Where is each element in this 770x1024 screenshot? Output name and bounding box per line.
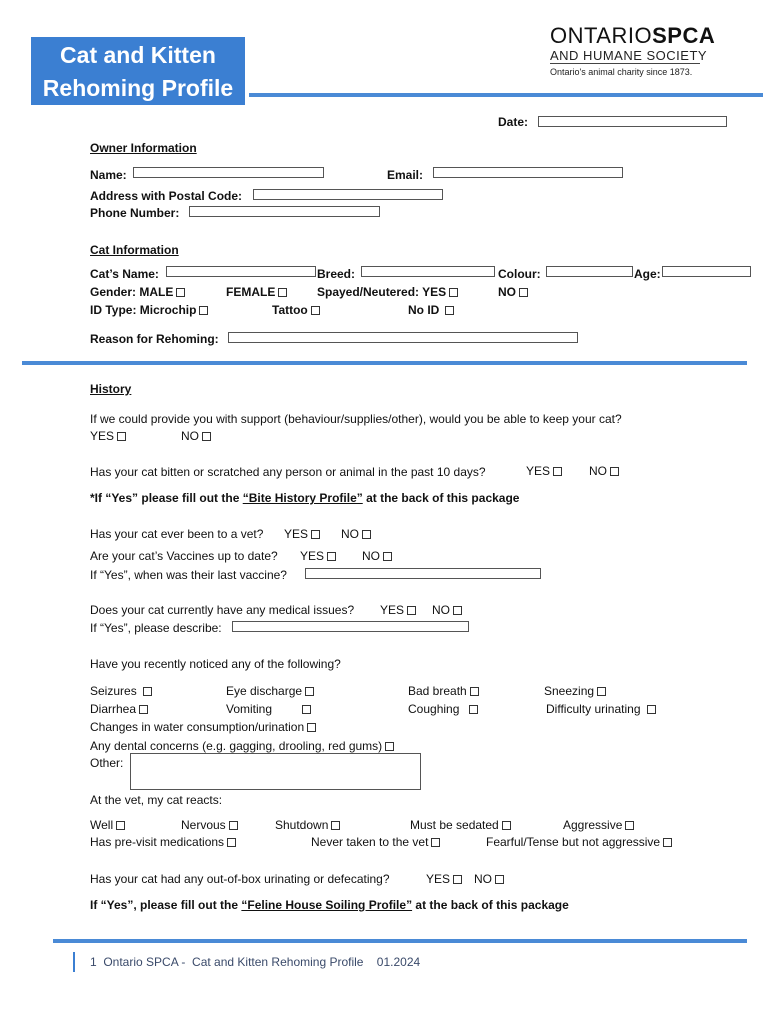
checkbox-icon[interactable] — [311, 306, 320, 315]
spayed-yes-option[interactable]: Spayed/Neutered: YES — [317, 285, 458, 299]
id-none-option[interactable]: No ID — [408, 303, 454, 317]
checkbox-icon[interactable] — [453, 606, 462, 615]
support-yes-option[interactable]: YES — [90, 429, 126, 443]
name-field[interactable] — [133, 167, 324, 178]
react-aggressive[interactable]: Aggressive — [563, 818, 634, 832]
last-vaccine-field[interactable] — [305, 568, 541, 579]
email-label: Email: — [387, 168, 424, 182]
react-fearful[interactable]: Fearful/Tense but not aggressive — [486, 835, 672, 849]
age-field[interactable] — [662, 266, 751, 277]
phone-label: Phone Number: — [90, 206, 180, 220]
checkbox-icon[interactable] — [469, 705, 478, 714]
phone-field[interactable] — [189, 206, 380, 217]
title-banner — [31, 37, 245, 105]
bitten-question: Has your cat bitten or scratched any person or animal in the past 10 days? — [90, 465, 486, 479]
title-line-1: Cat and Kitten — [60, 42, 216, 68]
colour-label: Colour: — [498, 267, 541, 281]
react-nervous[interactable]: Nervous — [181, 818, 238, 832]
symptom-difficulty-urinating[interactable]: Difficulty urinating — [546, 702, 656, 716]
house-soiling-link[interactable]: “Feline House Soiling Profile” — [241, 898, 413, 912]
last-vaccine-label: If “Yes”, when was their last vaccine? — [90, 568, 287, 582]
vaccines-question: Are your cat’s Vaccines up to date? — [90, 549, 278, 563]
symptom-sneezing[interactable]: Sneezing — [544, 684, 606, 698]
symptom-vomiting[interactable]: Vomiting — [226, 702, 311, 716]
checkbox-icon[interactable] — [610, 467, 619, 476]
checkbox-icon[interactable] — [117, 432, 126, 441]
section-rule — [22, 361, 747, 365]
describe-field[interactable] — [232, 621, 469, 632]
vet-no-option[interactable]: NO — [341, 527, 371, 541]
checkbox-icon[interactable] — [385, 742, 394, 751]
footer-rule — [53, 939, 747, 943]
medical-no-option[interactable]: NO — [432, 603, 462, 617]
support-no-option[interactable]: NO — [181, 429, 211, 443]
react-well[interactable]: Well — [90, 818, 125, 832]
date-label: Date: — [498, 115, 529, 129]
bite-history-link[interactable]: “Bite History Profile” — [242, 491, 363, 505]
checkbox-icon[interactable] — [663, 838, 672, 847]
spayed-no-option[interactable]: NO — [498, 285, 528, 299]
symptom-eye-discharge[interactable]: Eye discharge — [226, 684, 314, 698]
checkbox-icon[interactable] — [116, 821, 125, 830]
checkbox-icon[interactable] — [502, 821, 511, 830]
email-field[interactable] — [433, 167, 623, 178]
symptom-bad-breath[interactable]: Bad breath — [408, 684, 479, 698]
symptom-seizures[interactable]: Seizures — [90, 684, 152, 698]
gender-male-option[interactable]: Gender: MALE — [90, 285, 185, 299]
reason-field[interactable] — [228, 332, 578, 343]
age-label: Age: — [634, 267, 661, 281]
other-field[interactable] — [130, 753, 421, 790]
checkbox-icon[interactable] — [431, 838, 440, 847]
logo: ONTARIOSPCA — [550, 23, 716, 48]
checkbox-icon[interactable] — [327, 552, 336, 561]
logo-tagline: Ontario's animal charity since 1873. — [550, 67, 693, 77]
react-previsit[interactable]: Has pre-visit medications — [90, 835, 236, 849]
owner-heading: Owner Information — [90, 141, 197, 155]
colour-field[interactable] — [546, 266, 633, 277]
checkbox-icon[interactable] — [227, 838, 236, 847]
soiling-note: If “Yes”, please fill out the “Feline House Soiling Profile” at the back of this package — [90, 898, 569, 912]
bitten-yes-option[interactable]: YES — [526, 464, 562, 478]
cat-heading: Cat Information — [90, 243, 179, 257]
vaccines-no-option[interactable]: NO — [362, 549, 392, 563]
address-label: Address with Postal Code: — [90, 189, 243, 203]
checkbox-icon[interactable] — [139, 705, 148, 714]
checkbox-icon[interactable] — [305, 687, 314, 696]
footer-text: 1 Ontario SPCA - Cat and Kitten Rehoming Profile 01.2024 — [90, 955, 421, 969]
checkbox-icon[interactable] — [553, 467, 562, 476]
checkbox-icon[interactable] — [625, 821, 634, 830]
checkbox-icon[interactable] — [307, 723, 316, 732]
checkbox-icon[interactable] — [597, 687, 606, 696]
checkbox-icon[interactable] — [202, 432, 211, 441]
react-sedated[interactable]: Must be sedated — [410, 818, 511, 832]
checkbox-icon[interactable] — [470, 687, 479, 696]
checkbox-icon[interactable] — [176, 288, 185, 297]
checkbox-icon[interactable] — [229, 821, 238, 830]
reason-label: Reason for Rehoming: — [90, 332, 219, 346]
checkbox-icon[interactable] — [362, 530, 371, 539]
gender-female-option[interactable]: FEMALE — [226, 285, 287, 299]
medical-question: Does your cat currently have any medical issues? — [90, 603, 355, 617]
vaccines-yes-option[interactable]: YES — [300, 549, 336, 563]
footer-bar — [73, 952, 75, 972]
id-tattoo-option[interactable]: Tattoo — [272, 303, 320, 317]
history-heading: History — [90, 382, 132, 396]
name-label: Name: — [90, 168, 127, 182]
checkbox-icon[interactable] — [331, 821, 340, 830]
breed-field[interactable] — [361, 266, 495, 277]
checkbox-icon[interactable] — [647, 705, 656, 714]
bitten-no-option[interactable]: NO — [589, 464, 619, 478]
checkbox-icon[interactable] — [302, 705, 311, 714]
checkbox-icon[interactable] — [407, 606, 416, 615]
medical-yes-option[interactable]: YES — [380, 603, 416, 617]
checkbox-icon[interactable] — [453, 875, 462, 884]
checkbox-icon[interactable] — [143, 687, 152, 696]
cat-name-label: Cat’s Name: — [90, 267, 159, 281]
symptom-water[interactable]: Changes in water consumption/urination — [90, 720, 316, 734]
date-field[interactable] — [538, 116, 727, 127]
cat-name-field[interactable] — [166, 266, 316, 277]
react-never[interactable]: Never taken to the vet — [311, 835, 440, 849]
soiling-question: Has your cat had any out-of-box urinating or defecating? — [90, 872, 390, 886]
title-line-2: Rehoming Profile — [42, 75, 234, 101]
bite-note: *If “Yes” please fill out the “Bite History Profile” at the back of this package — [90, 491, 520, 505]
soiling-no-option[interactable]: NO — [474, 872, 504, 886]
checkbox-icon[interactable] — [278, 288, 287, 297]
support-question: If we could provide you with support (behaviour/supplies/other), would you be able to keep your cat? — [90, 412, 622, 426]
describe-label: If “Yes”, please describe: — [90, 621, 222, 635]
other-label: Other: — [90, 756, 124, 770]
checkbox-icon[interactable] — [445, 306, 454, 315]
symptom-dental[interactable]: Any dental concerns (e.g. gagging, drooling, red gums) — [90, 739, 394, 753]
logo-subtitle: AND HUMANE SOCIETY — [550, 48, 708, 63]
header-rule — [249, 93, 763, 97]
vet-question: Has your cat ever been to a vet? — [90, 527, 264, 541]
symptom-diarrhea[interactable]: Diarrhea — [90, 702, 148, 716]
logo-divider — [550, 63, 700, 64]
vet-yes-option[interactable]: YES — [284, 527, 320, 541]
checkbox-icon[interactable] — [383, 552, 392, 561]
checkbox-icon[interactable] — [199, 306, 208, 315]
soiling-yes-option[interactable]: YES — [426, 872, 462, 886]
id-microchip-option[interactable]: ID Type: Microchip — [90, 303, 208, 317]
breed-label: Breed: — [317, 267, 356, 281]
address-field[interactable] — [253, 189, 443, 200]
symptom-coughing[interactable]: Coughing — [408, 702, 478, 716]
checkbox-icon[interactable] — [449, 288, 458, 297]
checkbox-icon[interactable] — [311, 530, 320, 539]
react-shutdown[interactable]: Shutdown — [275, 818, 340, 832]
vet-reacts-label: At the vet, my cat reacts: — [90, 793, 223, 807]
checkbox-icon[interactable] — [519, 288, 528, 297]
checkbox-icon[interactable] — [495, 875, 504, 884]
noticed-question: Have you recently noticed any of the following? — [90, 657, 341, 671]
